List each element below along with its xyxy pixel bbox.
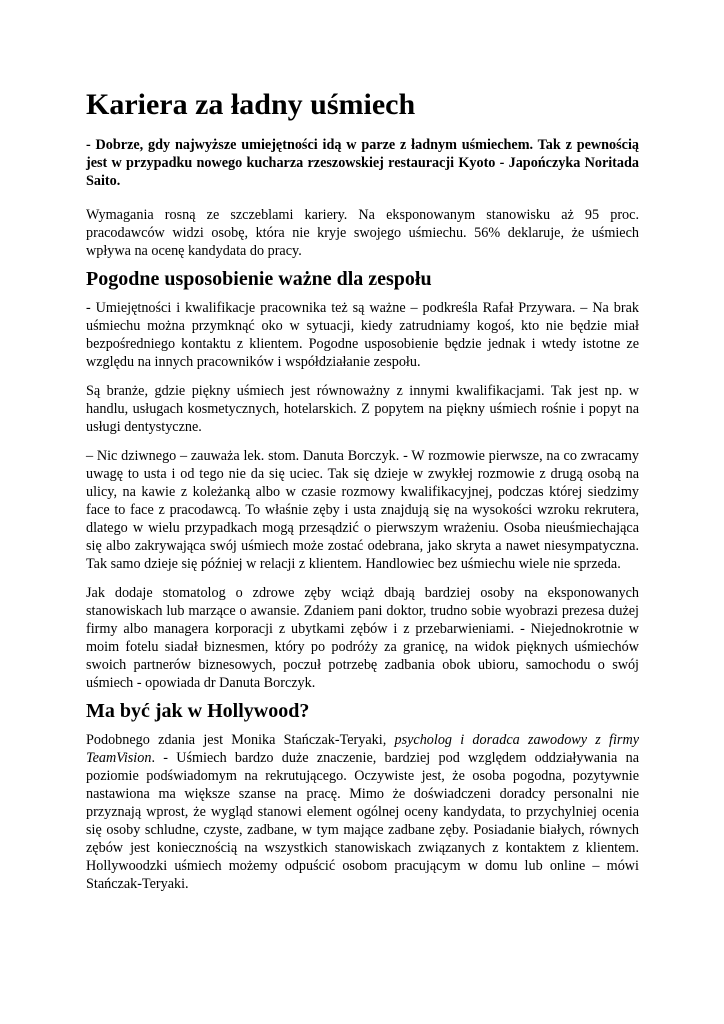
article-lead: - Dobrze, gdy najwyższe umiejętności idą w parze z ładnym uśmiechem. Tak z pewnością jest w przypadku nowego kucharza rzeszowskiej restauracji Kyoto - Japończyka Noritada Saito. — [86, 137, 639, 189]
paragraph-text: . - Uśmiech bardzo duże znaczenie, bardziej pod względem oddziaływania na poziomie podświadomym na rekrutującego. Oczywiste jest, że osoba pogodna, pozytywnie nastawiona ma większe szanse na pracę. Mimo że doświadczeni doradcy personalni nie przyznają wprost, że wygląd stanowi element ogólnej oceny kandydata, to przychylniej ocenia się osoby schludne, czyste, zadbane, w tym mające zadbane zęby. Posiadanie białych, równych zębów jest koniecznością na wszystkich stanowiskach związanych z kontaktem z klientem. Hollywoodzki uśmiech możemy odpuścić osobom pracującym w domu lub online – mówi Stańczak-Teryaki. — [86, 750, 639, 892]
section-heading-hollywood: Ma być jak w Hollywood? — [86, 700, 310, 722]
section-heading-team: Pogodne usposobienie ważne dla zespołu — [86, 268, 432, 290]
paragraph: - Umiejętności i kwalifikacje pracownika też są ważne – podkreśla Rafał Przywara. – Na brak uśmiechu można przymknąć oko w sytuacji, kiedy zatrudniamy kogoś, kto nie będzie miał bezpośredniego kontaktu z klientem. Pogodne usposobienie będzie jednak i wtedy istotne ze względu na innych pracowników i współdziałanie zespołu. — [86, 300, 639, 370]
italic-affiliation: psycholog i doradca zawodowy z firmy TeamVision — [86, 732, 639, 766]
paragraph — [86, 731, 639, 893]
paragraph: Są branże, gdzie piękny uśmiech jest równoważny z innymi kwalifikacjami. Tak jest np. w handlu, usługach kosmetycznych, hotelarskich. Z popytem na piękny uśmiech rośnie i popyt na usługi dentystyczne. — [86, 383, 639, 435]
paragraph-text: Podobnego zdania jest Monika Stańczak-Teryaki, — [86, 732, 395, 748]
paragraph: – Nic dziwnego – zauważa lek. stom. Danuta Borczyk. - W rozmowie pierwsze, na co zwracamy uwagę to usta i od tego nie da się uciec. Tak się dzieje w zwykłej rozmowie z drugą osobą na ulicy, na kawie z koleżanką albo w czasie rozmowy kwalifikacyjnej, podczas której siedzimy face to face z pracodawcą. To właśnie zęby i usta znajdują się na wysokości wzroku rekrutera, dlatego w wielu przypadkach mogą przesądzić o pierwszym wrażeniu. Osoba nieuśmiechająca się albo zakrywająca swój uśmiech może zostać odebrana, jako skryta a nawet niesympatyczna. Tak samo dzieje się później w relacji z klientem. Handlowiec bez uśmiechu wiele nie sprzeda. — [86, 448, 639, 572]
article — [86, 76, 639, 904]
article-title: Kariera za ładny uśmiech — [86, 88, 416, 121]
paragraph: Jak dodaje stomatolog o zdrowe zęby wciąż dbają bardziej osoby na eksponowanych stanowiskach lub marzące o awansie. Zdaniem pani doktor, trudno sobie wyobrazi prezesa dużej firmy albo managera korporacji z ubytkami zębów i z przebarwieniami. - Niejednokrotnie w moim fotelu siadał biznesmen, który po podróży za granicę, na widok pięknych uśmiechów swoich partnerów biznesowych, poczuł potrzebę zadbania obok ubioru, samochodu o swój uśmiech - opowiada dr Danuta Borczyk. — [86, 585, 639, 691]
intro-paragraph: Wymagania rosną ze szczeblami kariery. Na eksponowanym stanowisku aż 95 proc. pracodawców widzi osobę, która nie kryje swojego uśmiechu. 56% deklaruje, że uśmiech wpływa na ocenę kandydata do pracy. — [86, 207, 639, 259]
